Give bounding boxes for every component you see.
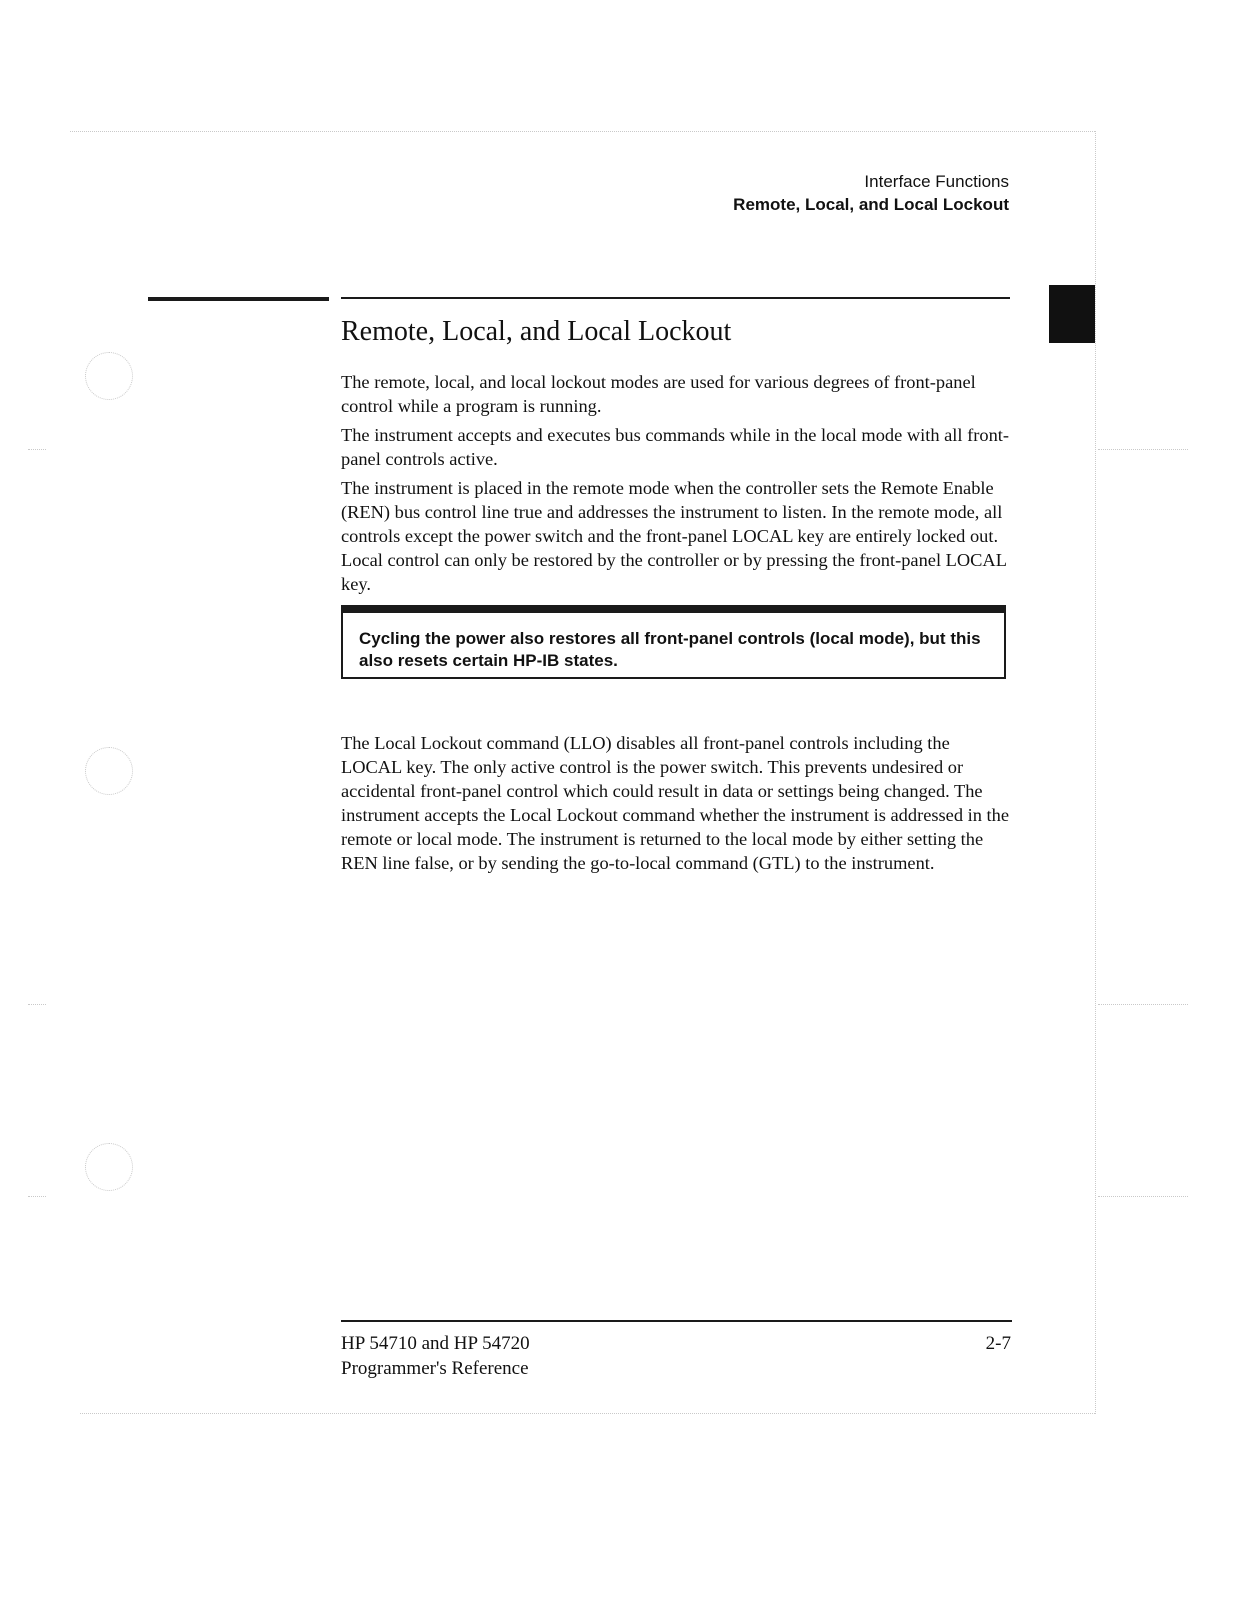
note-box [341,605,1006,679]
footer-product: HP 54710 and HP 54720 [341,1333,530,1354]
binder-hole [85,352,133,400]
running-header-section: Remote, Local, and Local Lockout [733,195,1009,214]
page-edge-right [1095,131,1096,1414]
edge-mark [1098,449,1188,450]
edge-mark [1098,1196,1188,1197]
edge-mark [28,1196,46,1197]
page-number: 2-7 [985,1333,1011,1354]
footer-title [341,1331,530,1381]
running-header [733,170,1009,216]
section-rule-left [148,297,329,301]
section-rule [341,297,1010,299]
binder-hole [85,1143,133,1191]
note-text: Cycling the power also restores all front-panel controls (local mode), but this also resets certain HP-IB states. [359,629,981,670]
footer-manual: Programmer's Reference [341,1358,529,1379]
body-paragraph-3: The instrument is placed in the remote mode when the controller sets the Remote Enable (REN) bus control line true and addresses the instrument to listen. In the remote mode, all controls except the power switch and the front-panel LOCAL key are entirely locked out. Local control can only be restored by the controller or by pressing the front-panel LOCAL key. [341,478,1007,594]
page-edge-top [70,131,1095,132]
edge-mark [28,1004,46,1005]
footer-rule [341,1320,1012,1322]
body-paragraph-1: The remote, local, and local lockout modes are used for various degrees of front-panel control while a program is running. [341,372,976,416]
body-paragraph-2: The instrument accepts and executes bus commands while in the local mode with all front-panel controls active. [341,425,1009,469]
running-header-chapter: Interface Functions [864,172,1009,191]
chapter-thumb-tab [1049,285,1095,343]
edge-mark [28,449,46,450]
binder-hole [85,747,133,795]
section-title: Remote, Local, and Local Lockout [341,316,732,347]
page-edge-bottom [80,1413,1095,1414]
edge-mark [1098,1004,1188,1005]
body-paragraph-4: The Local Lockout command (LLO) disables all front-panel controls including the LOCAL key. The only active control is the power switch. This prevents undesired or accidental front-panel control which could result in data or settings being changed. The instrument accepts the Local Lockout command whether the instrument is addressed in the remote or local mode. The instrument is returned to the local mode by either setting the REN line false, or by sending the go-to-local command (GTL) to the instrument. [341,733,1009,873]
